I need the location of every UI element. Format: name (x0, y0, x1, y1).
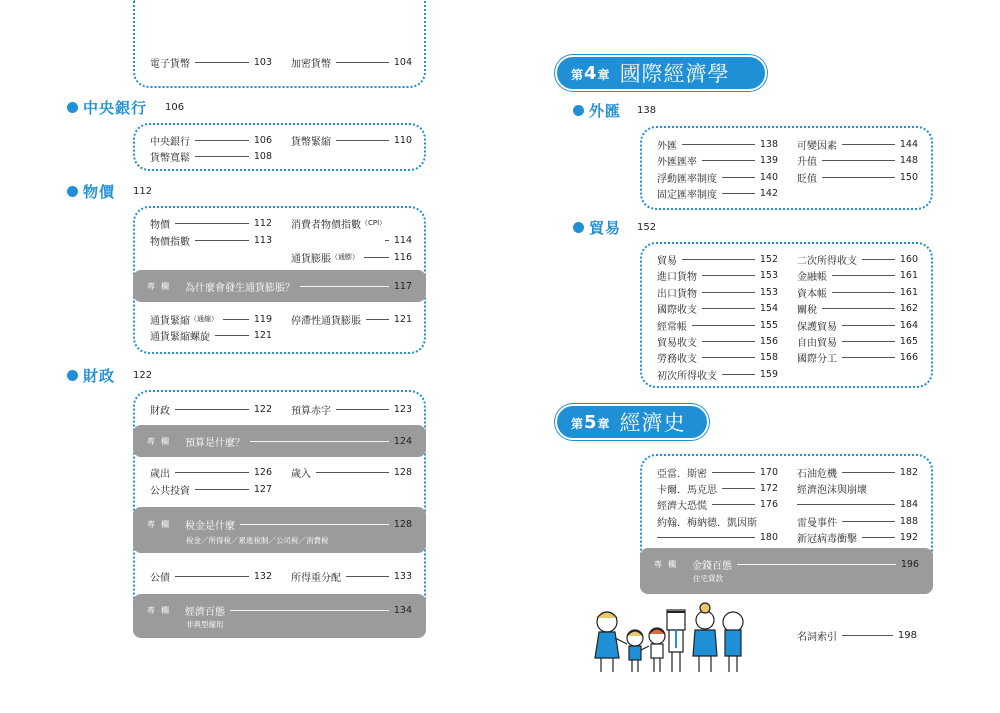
toc-entry[interactable]: 卡爾．馬克思 172 (657, 482, 778, 496)
toc-entry[interactable]: 保護貿易 164 (797, 319, 918, 333)
column-special-economy[interactable]: 專欄 經濟百態 134 非典型僱用 (133, 594, 426, 638)
toc-entry[interactable]: 升值 148 (797, 154, 918, 168)
toc-entry[interactable]: 通貨緊縮 （通縮） 119 (150, 313, 272, 327)
toc-entry[interactable]: 通貨緊縮螺旋 121 (150, 329, 272, 343)
toc-entry[interactable]: 浮動匯率制度 140 (657, 171, 778, 185)
section-prices[interactable]: 物價 112 (67, 181, 152, 201)
section-central-bank[interactable]: 中央銀行 106 (67, 97, 184, 117)
toc-entry-continued[interactable]: 114 (385, 233, 412, 247)
bullet-dot-icon (67, 186, 78, 197)
bullet-dot-icon (67, 102, 78, 113)
toc-entry[interactable]: 約翰．梅納德．凱因斯 (657, 517, 757, 529)
toc-entry[interactable]: 勞務收支 158 (657, 351, 778, 365)
toc-entry[interactable]: 進口貨物 153 (657, 269, 778, 283)
toc-entry[interactable]: 石油危機 182 (797, 466, 918, 480)
toc-entry[interactable]: 亞當．斯密 170 (657, 466, 778, 480)
toc-entry[interactable]: 經濟大恐慌 176 (657, 498, 778, 512)
toc-entry[interactable]: 公共投資 127 (150, 483, 272, 497)
toc-entry[interactable]: 自由貿易 165 (797, 335, 918, 349)
toc-entry-continued[interactable]: 184 (797, 497, 918, 511)
digital-money-box (133, 0, 426, 88)
toc-entry[interactable]: 貨幣寬鬆 108 (150, 150, 272, 164)
section-finance[interactable]: 財政 122 (67, 365, 152, 385)
toc-entry[interactable]: 金融帳 161 (797, 269, 918, 283)
toc-entry[interactable]: 通貨膨脹 （通膨） 116 (291, 251, 412, 265)
column-special-budget[interactable]: 專欄 預算是什麼？ 124 (133, 425, 426, 457)
toc-entry[interactable]: 外匯匯率 139 (657, 154, 778, 168)
bullet-dot-icon (573, 222, 584, 233)
bullet-dot-icon (573, 105, 584, 116)
toc-entry[interactable]: 停滯性通貨膨脹 121 (291, 313, 412, 327)
toc-entry[interactable]: 初次所得收支 159 (657, 368, 778, 382)
family-illustration-icon (585, 600, 755, 680)
toc-entry[interactable]: 物價 112 (150, 217, 272, 231)
column-special-inflation[interactable]: 專欄 為什麼會發生通貨膨脹？ 117 (133, 270, 426, 302)
toc-entry[interactable]: 電子貨幣 103 (150, 56, 272, 70)
toc-entry[interactable]: 所得重分配 133 (291, 570, 412, 584)
toc-entry[interactable]: 貶值 150 (797, 171, 918, 185)
toc-entry[interactable]: 國際收支 154 (657, 302, 778, 316)
toc-entry-continued[interactable]: 180 (657, 530, 778, 544)
toc-entry[interactable]: 貨幣緊縮 110 (291, 134, 412, 148)
column-special-tax[interactable]: 專欄 稅金是什麼 128 稅金／所得稅／累進稅制／公司稅／消費稅 (133, 507, 426, 553)
toc-entry[interactable]: 新冠病毒衝擊 192 (797, 531, 918, 545)
toc-entry[interactable]: 預算赤字 123 (291, 403, 412, 417)
toc-entry[interactable]: 物價指數 113 (150, 234, 272, 248)
toc-entry[interactable]: 國際分工 166 (797, 351, 918, 365)
chapter-5-heading[interactable]: 第5章 經濟史 (555, 404, 709, 440)
toc-entry[interactable]: 可變因素 144 (797, 138, 918, 152)
toc-entry[interactable]: 公債 132 (150, 570, 272, 584)
column-special-money[interactable]: 專欄 金錢百態 196 住宅貸款 (640, 548, 933, 594)
toc-entry[interactable]: 貿易 152 (657, 253, 778, 267)
index-entry[interactable]: 名詞索引 198 (797, 629, 917, 643)
chapter-4-heading[interactable]: 第4章 國際經濟學 (555, 55, 767, 91)
toc-entry[interactable]: 中央銀行 106 (150, 134, 272, 148)
toc-entry[interactable]: 消費者物價指數 （CPI） (291, 219, 387, 231)
toc-entry[interactable]: 財政 122 (150, 403, 272, 417)
toc-entry[interactable]: 經常帳 155 (657, 319, 778, 333)
toc-entry[interactable]: 歲出 126 (150, 466, 272, 480)
toc-entry[interactable]: 關稅 162 (797, 302, 918, 316)
bullet-dot-icon (67, 370, 78, 381)
section-trade[interactable]: 貿易 152 (573, 217, 656, 237)
toc-entry[interactable]: 出口貨物 153 (657, 286, 778, 300)
toc-entry[interactable]: 二次所得收支 160 (797, 253, 918, 267)
toc-entry[interactable]: 經濟泡沫與崩壞 (797, 484, 867, 496)
toc-entry[interactable]: 貿易收支 156 (657, 335, 778, 349)
toc-entry[interactable]: 固定匯率制度 142 (657, 187, 778, 201)
toc-entry[interactable]: 外匯 138 (657, 138, 778, 152)
toc-entry[interactable]: 加密貨幣 104 (291, 56, 412, 70)
toc-entry[interactable]: 資本帳 161 (797, 286, 918, 300)
section-forex[interactable]: 外匯 138 (573, 100, 656, 120)
toc-entry[interactable]: 歲入 128 (291, 466, 412, 480)
toc-entry[interactable]: 雷曼事件 188 (797, 515, 918, 529)
